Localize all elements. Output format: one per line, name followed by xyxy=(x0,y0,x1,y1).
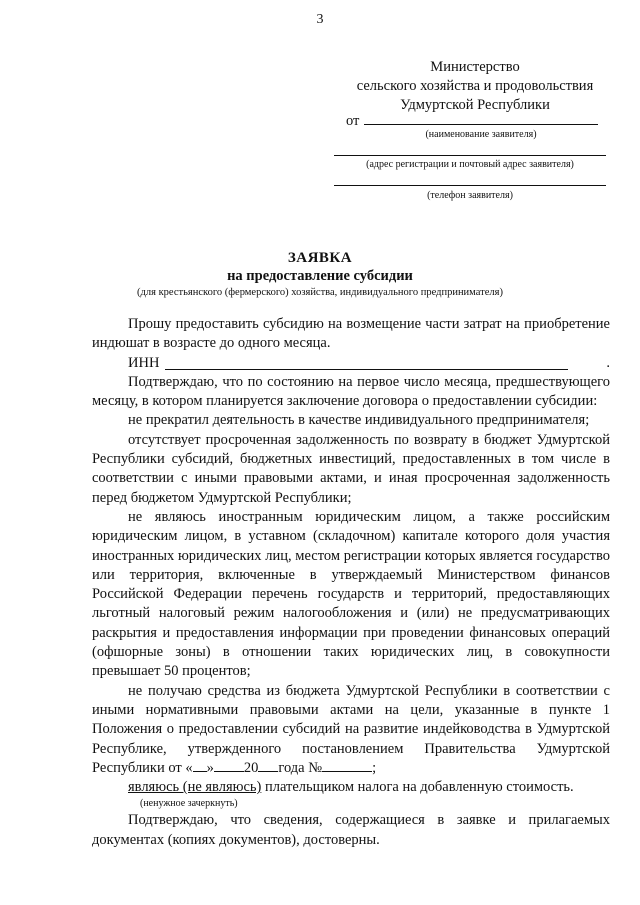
from-label: от xyxy=(346,113,360,129)
phone-caption: (телефон заявителя) xyxy=(427,190,513,201)
address-caption: (адрес регистрации и почтовый адрес заявителя) xyxy=(366,159,574,170)
applicant-name-caption: (наименование заявителя) xyxy=(425,129,537,140)
number-blank xyxy=(322,759,372,772)
inn-field-line xyxy=(165,355,568,370)
vat-paragraph xyxy=(92,778,610,797)
document-subtitle: на предоставление субсидии xyxy=(227,268,413,284)
no-funds-year: 20 xyxy=(243,759,259,776)
addressee-block xyxy=(330,58,620,115)
year-blank xyxy=(258,759,278,772)
no-funds-text: не получаю средства из бюджета Удмуртской Республики в соответствии с иными нормативными правовыми актами на цели, указанные в пункте 1 Положения о предоставлении субсидий на развитие индейководства в Удмуртской Республике, утвержденного постановлением Правительства Удмуртской Республики от « xyxy=(92,682,610,776)
month-blank xyxy=(214,759,244,772)
addressee-line1: Министерство xyxy=(430,59,520,75)
application-body xyxy=(92,315,610,850)
no-funds-number-label: года № xyxy=(278,759,323,776)
applicant-type-note: (для крестьянского (фермерского) хозяйства, индивидуального предпринимателя) xyxy=(137,287,503,298)
document-title: ЗАЯВКА xyxy=(287,250,353,266)
final-confirm-paragraph: Подтверждаю, что сведения, содержащиеся в заявке и прилагаемых документах (копиях документов), достоверны. xyxy=(92,812,610,848)
phone-line xyxy=(334,185,606,186)
strike-note: (ненужное зачеркнуть) xyxy=(140,798,238,810)
page-number: 3 xyxy=(316,12,324,27)
not-stopped-paragraph: не прекратил деятельность в качестве индивидуального предпринимателя; xyxy=(128,412,590,429)
request-paragraph: Прошу предоставить субсидию на возмещение части затрат на приобретение индюшат в возрасте до одного месяца. xyxy=(92,316,610,352)
not-foreign-paragraph: не являюсь иностранным юридическим лицом, а также российским юридическим лицом, в уставном (складочном) капитале которого доля участия иностранных юридических лиц, местом регистрации которых является государство или территория, включенные в утверждаемый Министерством финансов Российской Федерации перечень государств и территорий, предоставляющих льготный налоговый режим налогообложения и (или) не предусматривающих раскрытия и предоставления информации при проведении финансовых операций (офшорные зоны) в отношении таких юридических лиц, в совокупности превышает 50 процентов; xyxy=(92,508,610,680)
no-funds-quote: » xyxy=(206,759,214,776)
address-line xyxy=(334,155,606,156)
confirm-intro-paragraph: Подтверждаю, что по состоянию на первое число месяца, предшествующего месяцу, в котором планируется заключение договора о предоставлении субсидии: xyxy=(92,373,610,410)
vat-rest: плательщиком налога на добавленную стоимость. xyxy=(261,779,574,796)
addressee-line2: сельского хозяйства и продовольствия xyxy=(356,78,594,94)
applicant-name-line xyxy=(364,124,598,125)
inn-row xyxy=(92,354,610,373)
inn-label: ИНН xyxy=(128,354,160,371)
no-funds-paragraph xyxy=(92,682,610,778)
no-debt-paragraph: отсутствует просроченная задолженность по возврату в бюджет Удмуртской Республики субсидий, бюджетных инвестиций, предоставленных в том числе в соответствии с иными правовыми актами, и иная просроченная задолженность перед бюджетом Удмуртской Республики; xyxy=(92,431,610,506)
vat-choice: являюсь (не являюсь) xyxy=(128,779,262,796)
inn-end: . xyxy=(606,354,610,371)
day-blank xyxy=(193,759,207,772)
no-funds-end: ; xyxy=(372,759,377,776)
addressee-line3: Удмуртской Республики xyxy=(400,97,550,113)
